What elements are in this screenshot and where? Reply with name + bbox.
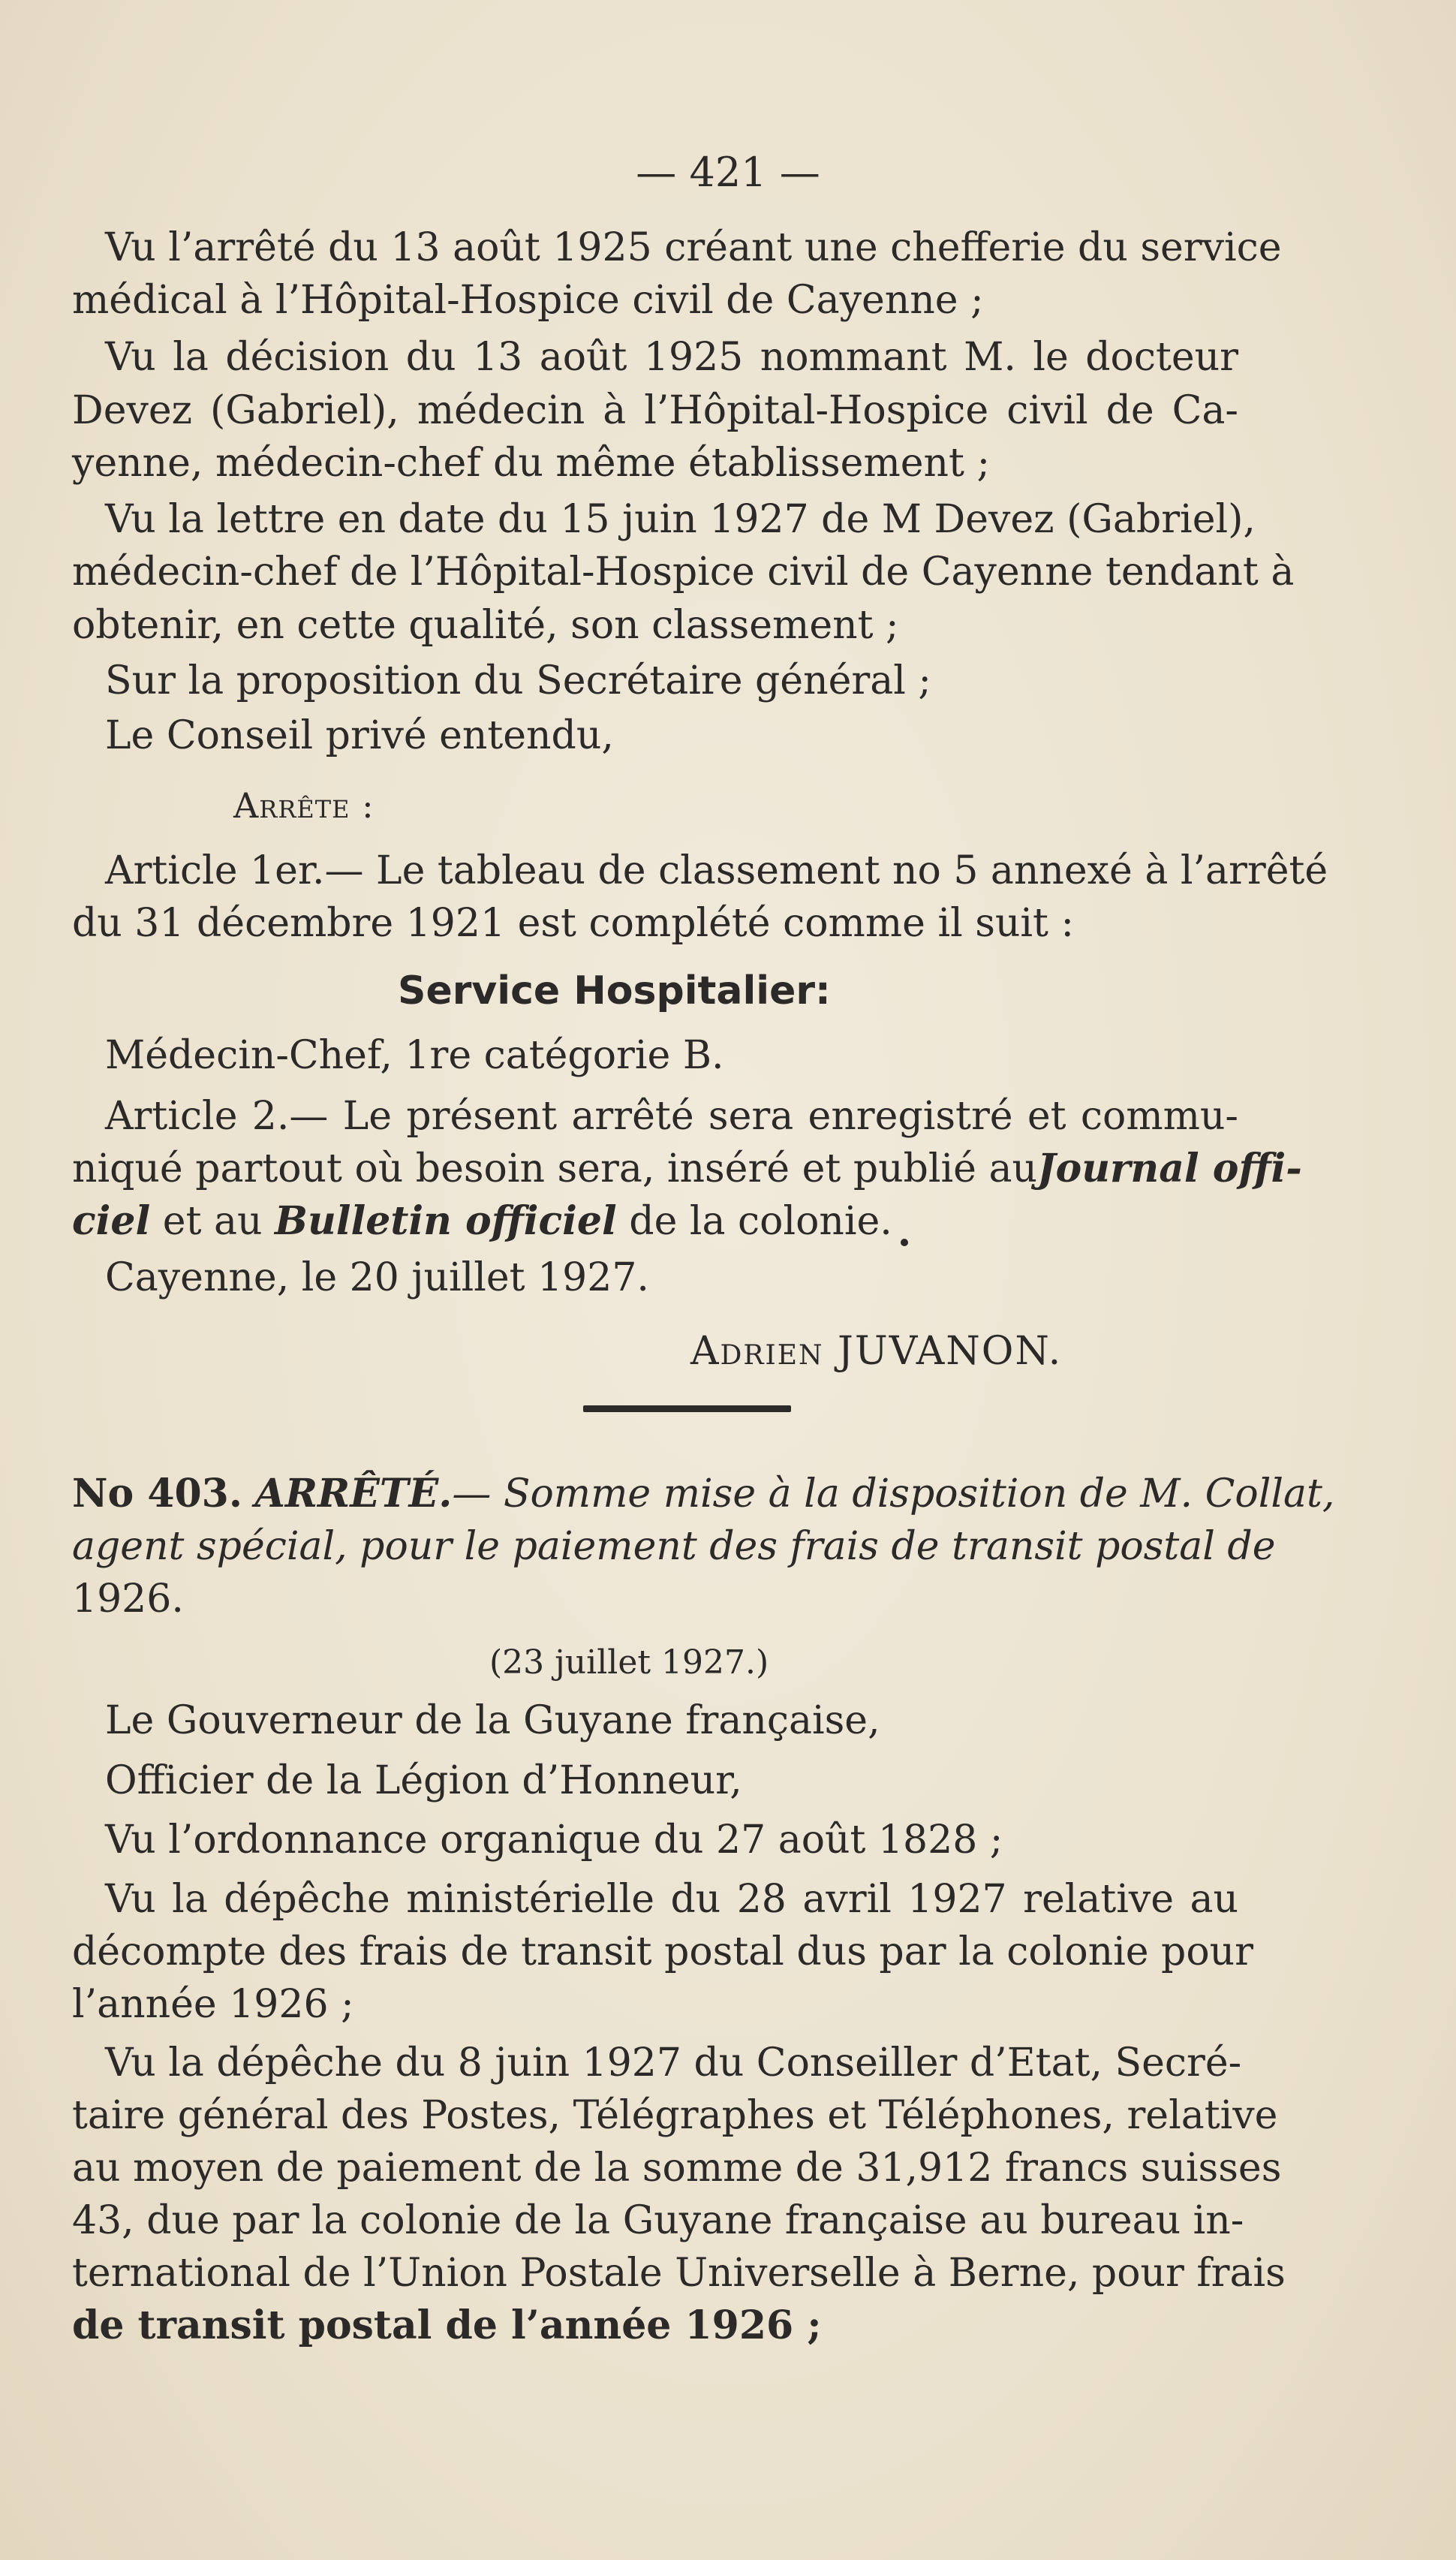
article-2-line: Article 2.— Le présent arrêté sera enregistré et commu-	[105, 1094, 1238, 1139]
decree-title-start	[72, 1471, 452, 1516]
section-divider	[583, 1405, 791, 1412]
recital-line: ternational de l’Union Postale Universelle à Berne, pour frais	[72, 2251, 1286, 2296]
article-2-text: niqué partout où besoin sera, inséré et publié au	[72, 1146, 1037, 1191]
decree-title: 1926.	[72, 1577, 184, 1622]
recital-line: Le Conseil privé entendu,	[105, 713, 614, 758]
recital-line: yenne, médecin-chef du même établissement ;	[72, 441, 990, 486]
recital-line: médecin-chef de l’Hôpital-Hospice civil de Cayenne tendant à	[72, 550, 1295, 595]
decree-date: (23 juillet 1927.)	[489, 1643, 769, 1682]
recital-line: de transit postal de l’année 1926 ;	[72, 2302, 822, 2348]
service-heading: Service Hospitalier:	[398, 968, 831, 1013]
recital-line: Vu la dépêche ministérielle du 28 avril 1927 relative au	[105, 1877, 1238, 1922]
signature: Adrien JUVANON.	[690, 1329, 1063, 1374]
ink-speck	[901, 1239, 908, 1246]
journal-officiel-title: Journal offi-	[1036, 1146, 1302, 1191]
recital-line: obtenir, en cette qualité, son classement ;	[72, 603, 899, 648]
bulletin-officiel-title: Bulletin officiel	[275, 1198, 617, 1244]
recital-line: l’année 1926 ;	[72, 1982, 354, 2027]
arrete-heading: Arrête :	[233, 785, 375, 826]
article-2-line	[72, 1199, 892, 1244]
article-2-text: et au	[150, 1199, 275, 1244]
recital-line: Sur la proposition du Secrétaire général ;	[105, 658, 931, 703]
decree-title-line	[72, 1471, 1335, 1516]
place-date: Cayenne, le 20 juillet 1927.	[105, 1255, 649, 1300]
officer-line: Officier de la Légion d’Honneur,	[105, 1758, 742, 1803]
recital-line: 43, due par la colonie de la Guyane française au bureau in-	[72, 2198, 1244, 2243]
recital-line: Vu l’arrêté du 13 août 1925 créant une chefferie du service	[105, 225, 1282, 270]
journal-officiel-title: ciel	[72, 1198, 151, 1244]
recital-line: Vu l’ordonnance organique du 27 août 1828 ;	[105, 1818, 1003, 1863]
article-2-line	[72, 1146, 1302, 1191]
page-number: — 421 —	[636, 149, 820, 196]
service-line: Médecin-Chef, 1re catégorie B.	[105, 1033, 724, 1078]
recital-line: médical à l’Hôpital-Hospice civil de Cayenne ;	[72, 278, 984, 323]
decree-title: agent spécial, pour le paiement des frais de transit postal de	[72, 1524, 1276, 1569]
recital-line: Vu la décision du 13 août 1925 nommant M. le docteur	[105, 335, 1238, 380]
recital-line: au moyen de paiement de la somme de 31,912 francs suisses	[72, 2146, 1282, 2191]
recital-line: décompte des frais de transit postal dus par la colonie pour	[72, 1929, 1253, 1974]
article-1-line: du 31 décembre 1921 est complété comme il suit :	[72, 901, 1074, 946]
article-2-text: de la colonie.	[616, 1199, 892, 1244]
decree-type: ARRÊTÉ.	[254, 1471, 453, 1516]
decree-title: — Somme mise à la disposition de M. Collat,	[452, 1471, 1335, 1516]
recital-line: Devez (Gabriel), médecin à l’Hôpital-Hospice civil de Ca-	[72, 388, 1238, 433]
governor-line: Le Gouverneur de la Guyane française,	[105, 1698, 880, 1743]
recital-line: taire général des Postes, Télégraphes et Téléphones, relative	[72, 2093, 1278, 2138]
article-1-line: Article 1er.— Le tableau de classement no 5 annexé à l’arrêté	[105, 848, 1328, 893]
recital-line: Vu la dépêche du 8 juin 1927 du Conseiller d’Etat, Secré-	[105, 2040, 1242, 2086]
recital-line: Vu la lettre en date du 15 juin 1927 de M Devez (Gabriel),	[105, 497, 1256, 542]
decree-number: No 403.	[72, 1471, 242, 1516]
